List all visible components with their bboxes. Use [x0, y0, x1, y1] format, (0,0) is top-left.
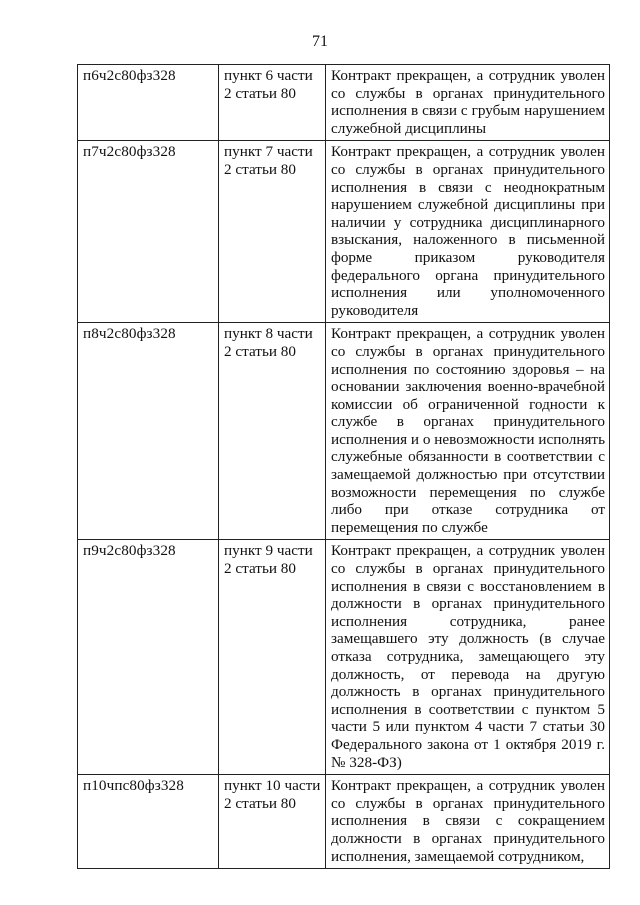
basis-cell: пункт 9 части 2 статьи 80	[219, 540, 326, 775]
description-cell: Контракт прекращен, а сотрудник уволен со службы в органах принудительного исполнения в связи с восстановлением в должности в органах принудительного исполнения сотрудника, ранее замещавшего эту должность (в случае отказа сотрудника, замещающего эту должность, от перевода на другую должность в органах принудительного исполнения в соответствии с пунктом 5 части 5 или пунктом 4 части 7 статьи 30 Федерального закона от 1 октября 2019 г. № 328-ФЗ)	[326, 540, 610, 775]
code-cell: п6ч2с80фз328	[78, 65, 219, 141]
description-cell: Контракт прекращен, а сотрудник уволен со службы в органах принудительного исполнения по состоянию здоровья – на основании заключения военно-врачебной комиссии об ограниченной годности к службе в органах принудительного исполнения и о невозможности исполнять служебные обязанности в соответствии с замещаемой должностью при отсутствии возможности перемещения по службе либо при отказе сотрудника от перемещения по службе	[326, 323, 610, 540]
basis-cell: пункт 6 части 2 статьи 80	[219, 65, 326, 141]
description-cell: Контракт прекращен, а сотрудник уволен со службы в органах принудительного исполнения в связи с грубым нарушением служебной дисциплины	[326, 65, 610, 141]
code-cell: п7ч2с80фз328	[78, 141, 219, 323]
table-row	[78, 323, 610, 540]
table-row	[78, 65, 610, 141]
code-cell: п9ч2с80фз328	[78, 540, 219, 775]
description-cell: Контракт прекращен, а сотрудник уволен со службы в органах принудительного исполнения в связи с неоднократным нарушением служебной дисциплины при наличии у сотрудника дисциплинарного взыскания, наложенного в письменной форме приказом руководителя федерального органа принудительного исполнения или уполномоченного руководителя	[326, 141, 610, 323]
table-row	[78, 775, 610, 869]
table-row	[78, 540, 610, 775]
table-row	[78, 141, 610, 323]
basis-cell: пункт 7 части 2 статьи 80	[219, 141, 326, 323]
code-cell: п8ч2с80фз328	[78, 323, 219, 540]
basis-cell: пункт 10 части 2 статьи 80	[219, 775, 326, 869]
page-number: 71	[312, 33, 328, 50]
dismissal-codes-table	[77, 64, 610, 869]
basis-cell: пункт 8 части 2 статьи 80	[219, 323, 326, 540]
code-cell: п10чпс80фз328	[78, 775, 219, 869]
description-cell: Контракт прекращен, а сотрудник уволен со службы в органах принудительного исполнения в связи с сокращением должности в органах принудительного исполнения, замещаемой сотрудником,	[326, 775, 610, 869]
